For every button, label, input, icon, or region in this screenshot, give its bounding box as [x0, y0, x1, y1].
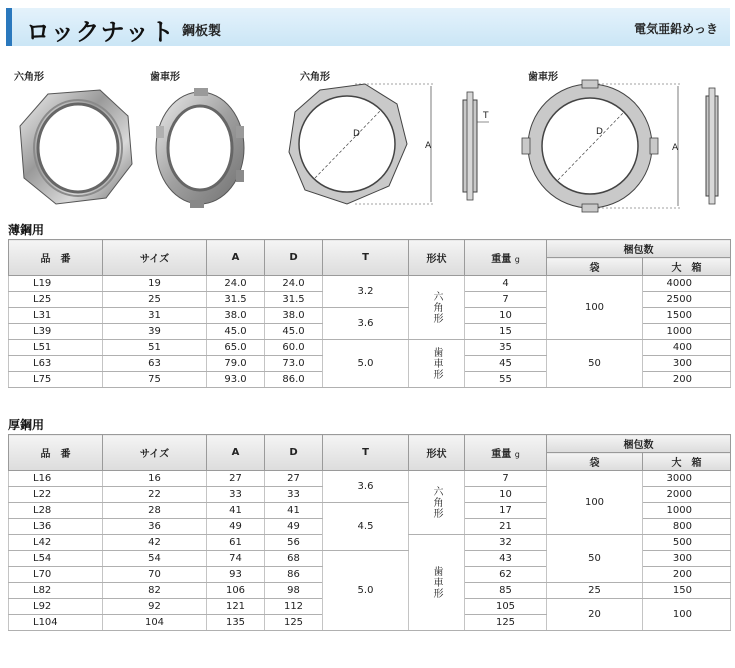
table-row: L39 39 45.0 45.0 15 1000 — [9, 324, 731, 340]
col-t: T — [323, 435, 409, 471]
gear-locknut-photo — [150, 86, 250, 210]
col-a: A — [207, 240, 265, 276]
drawing-hex-label: 六角形 — [300, 72, 330, 83]
table-row: L16 16 27 27 3.6 六角形 7 100 3000 — [9, 471, 731, 487]
col-shape: 形状 — [409, 240, 465, 276]
col-t: T — [323, 240, 409, 276]
page-subtitle: 鋼板製 — [182, 24, 222, 39]
dim-t-label: T — [483, 111, 489, 121]
thin-section-title: 薄鋼用 — [8, 223, 45, 237]
table-row: L63 63 79.0 73.0 45 300 — [9, 356, 731, 372]
thick-spec-table — [8, 434, 731, 631]
table-row: L28 28 41 41 4.5 17 1000 — [9, 503, 731, 519]
col-code: 品 番 — [9, 435, 103, 471]
table-row: L92 92 121 112 105 20 100 — [9, 599, 731, 615]
col-bag: 袋 — [547, 258, 643, 276]
table-row: L31 31 38.0 38.0 3.6 10 1500 — [9, 308, 731, 324]
table-row: L42 42 61 56 歯車形 32 50 500 — [9, 535, 731, 551]
col-bag: 袋 — [547, 453, 643, 471]
table-row: L82 82 106 98 85 25 150 — [9, 583, 731, 599]
finish-label: 電気亜鉛めっき — [634, 22, 718, 36]
col-weight: 重量 g — [465, 240, 547, 276]
col-size: サイズ — [103, 435, 207, 471]
gear-dim-d-label: D — [596, 127, 603, 137]
table-row: L70 70 93 86 62 200 — [9, 567, 731, 583]
thin-spec-table — [8, 239, 731, 388]
col-pack: 梱包数 — [547, 435, 731, 453]
drawing-gear-label: 歯車形 — [528, 72, 558, 83]
col-box: 大 箱 — [643, 453, 731, 471]
table-row: L104 104 135 125 125 — [9, 615, 731, 631]
hex-locknut-photo — [16, 86, 136, 208]
dim-a-label: A — [425, 141, 432, 151]
photo-hex-label: 六角形 — [14, 72, 44, 83]
dim-d-label: D — [353, 129, 360, 139]
col-a: A — [207, 435, 265, 471]
table-row: L51 51 65.0 60.0 5.0 歯車形 35 50 400 — [9, 340, 731, 356]
table-row: L36 36 49 49 21 800 — [9, 519, 731, 535]
col-code: 品 番 — [9, 240, 103, 276]
table-row: L19 19 24.0 24.0 3.2 六角形 4 100 4000 — [9, 276, 731, 292]
hex-locknut-drawing — [285, 82, 495, 212]
table-row: L22 22 33 33 10 2000 — [9, 487, 731, 503]
col-d: D — [265, 240, 323, 276]
col-box: 大 箱 — [643, 258, 731, 276]
title-banner — [6, 8, 730, 46]
table-row: L54 54 74 68 5.0 43 300 — [9, 551, 731, 567]
photo-gear-label: 歯車形 — [150, 72, 180, 83]
col-pack: 梱包数 — [547, 240, 731, 258]
col-weight: 重量 g — [465, 435, 547, 471]
col-shape: 形状 — [409, 435, 465, 471]
gear-dim-a-label: A — [672, 143, 679, 153]
table-row: L75 75 93.0 86.0 55 200 — [9, 372, 731, 388]
col-size: サイズ — [103, 240, 207, 276]
gear-locknut-drawing — [520, 78, 730, 214]
table-row: L25 25 31.5 31.5 7 2500 — [9, 292, 731, 308]
page-title: ロックナット — [26, 18, 176, 46]
col-d: D — [265, 435, 323, 471]
thick-section-title: 厚鋼用 — [8, 418, 45, 432]
